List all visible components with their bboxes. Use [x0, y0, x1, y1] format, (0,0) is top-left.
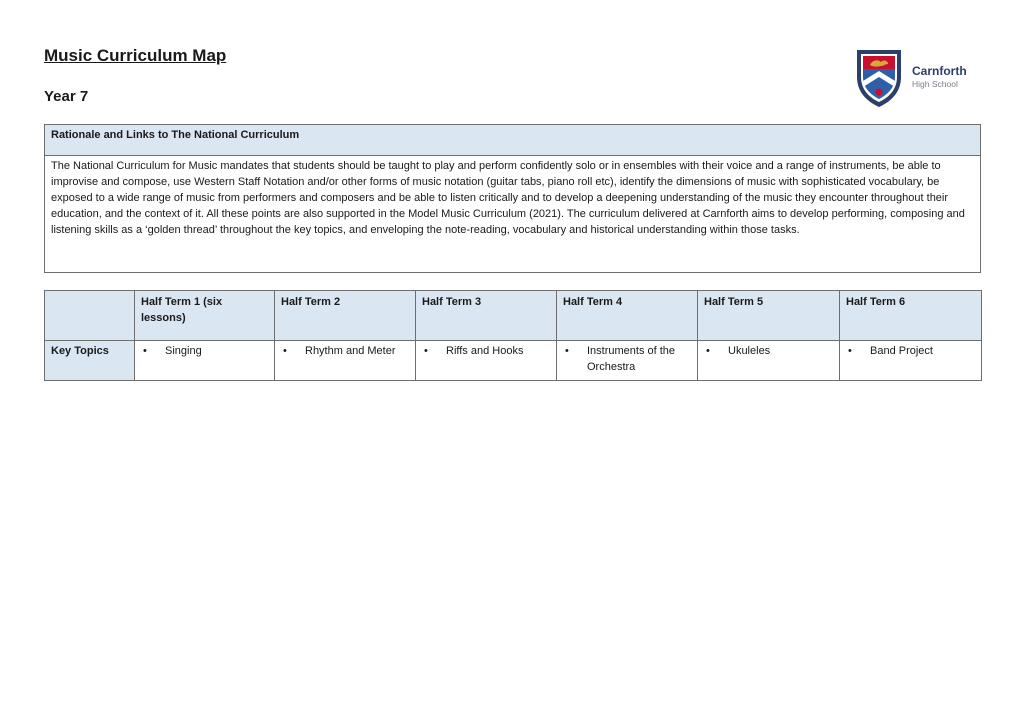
topic-text: Singing	[165, 345, 202, 357]
rationale-heading: Rationale and Links to The National Curriculum	[45, 125, 981, 156]
topic-cell	[557, 341, 698, 381]
column-header: Half Term 6	[840, 291, 982, 341]
school-name: Carnforth	[912, 64, 967, 78]
topic-cell	[416, 341, 557, 381]
table-row	[45, 341, 982, 381]
topic-text: Instruments of the Orchestra	[587, 345, 676, 373]
year-heading: Year 7	[44, 88, 89, 105]
school-type: High School	[912, 79, 958, 89]
bullet-icon: •	[424, 345, 428, 357]
bullet-icon: •	[848, 345, 852, 357]
bullet-icon: •	[706, 345, 710, 357]
key-topics-table	[44, 290, 982, 381]
column-header: Half Term 4	[557, 291, 698, 341]
topic-text: Riffs and Hooks	[446, 345, 524, 357]
table-header-row	[45, 291, 982, 341]
school-logo	[854, 47, 979, 109]
bullet-icon: •	[565, 345, 569, 357]
topic-text: Ukuleles	[728, 345, 771, 357]
bullet-icon: •	[143, 345, 147, 357]
corner-cell	[45, 291, 135, 341]
column-header: Half Term 2	[275, 291, 416, 341]
topic-cell	[698, 341, 840, 381]
document-title: Music Curriculum Map	[44, 46, 227, 65]
rationale-body: The National Curriculum for Music mandates that students should be taught to play and perform confidently solo or in ensembles with their voice and a range of instruments, be able to improvise and compose, use Western Staff Notation and/or other forms of music notation (guitar tabs, piano roll etc), identify the dimensions of music with sophisticated vocabulary, be exposed to a wide range of music from performers and composers and be able to listen critically and to develop a deepening understanding of the music they encounter throughout their education, and the context of it. All these points are also supported in the Model Music Curriculum (2021). The curriculum delivered at Carnforth aims to develop performing, composing and listening skills as a ‘golden thread’ throughout the key topics, and enveloping the note-reading, vocabulary and historical understanding within those tasks.	[45, 156, 981, 273]
bullet-icon: •	[283, 345, 287, 357]
topic-cell	[275, 341, 416, 381]
topic-text: Band Project	[870, 345, 933, 357]
column-header: Half Term 1 (six lessons)	[135, 291, 275, 341]
rationale-table	[44, 124, 981, 273]
topic-cell	[135, 341, 275, 381]
column-header: Half Term 3	[416, 291, 557, 341]
topic-text: Rhythm and Meter	[305, 345, 396, 357]
school-crest-icon	[854, 47, 904, 109]
topic-cell	[840, 341, 982, 381]
column-header: Half Term 5	[698, 291, 840, 341]
row-label: Key Topics	[45, 341, 135, 381]
